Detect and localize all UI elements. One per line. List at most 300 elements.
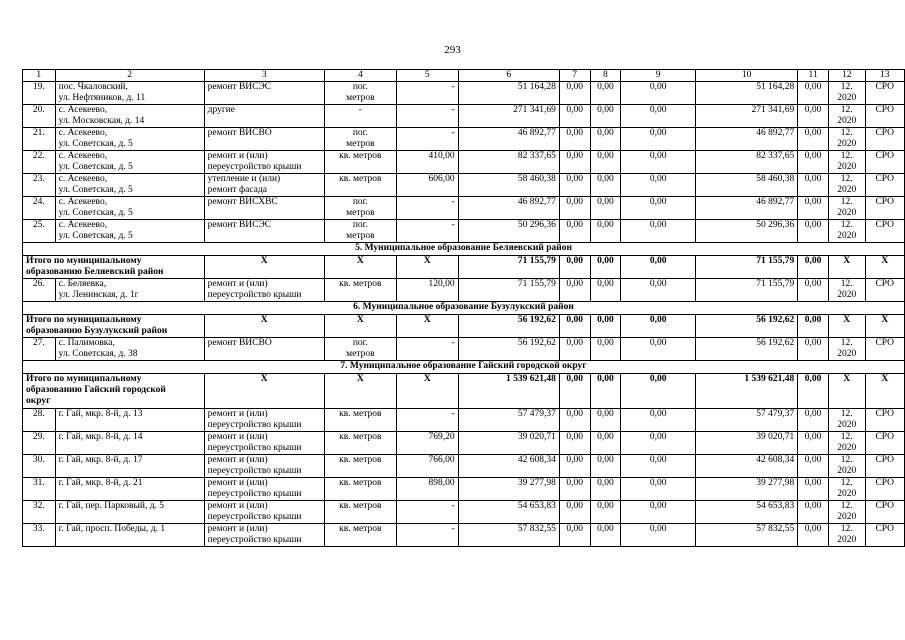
unit-cell <box>324 524 396 547</box>
work-type-cell <box>204 409 324 432</box>
method-cell: СРО <box>865 279 905 302</box>
cell-col7: 0,00 <box>559 128 590 151</box>
subtotal-label-line: округ <box>26 396 51 406</box>
work-type-cell-line: переустройство крыши <box>207 162 302 172</box>
address-cell-line: с. Асекеево, <box>58 105 108 115</box>
date-cell-line: 2020 <box>837 489 857 499</box>
work-type-cell-line: переустройство крыши <box>207 420 302 430</box>
cell-col11: 0,00 <box>798 338 829 361</box>
address-cell-line: ул. Советская, д. 5 <box>58 231 133 241</box>
cell-col9: 0,00 <box>621 174 696 197</box>
subtotal-label-line: Итого по муниципальному <box>26 256 142 266</box>
quantity-cell: 410,00 <box>396 151 458 174</box>
work-type-cell-line: ремонт и (или) <box>207 409 268 419</box>
cell-col9: 0,00 <box>621 197 696 220</box>
method-cell: СРО <box>865 501 905 524</box>
date-cell-line: 2020 <box>837 349 857 359</box>
cell-col10: 46 892,77 <box>696 128 798 151</box>
unit-cell-line: пог. <box>352 220 368 230</box>
date-cell <box>828 478 865 501</box>
column-number-11: 11 <box>798 70 829 82</box>
date-cell-line: 12. <box>840 501 853 511</box>
cell-col6: 46 892,77 <box>458 128 559 151</box>
cell-col10: 71 155,79 <box>696 256 798 279</box>
cell-col8: 0,00 <box>590 455 621 478</box>
unit-cell <box>324 338 396 361</box>
quantity-cell: - <box>396 501 458 524</box>
address-cell-line: с. Асекеево, <box>58 128 108 138</box>
date-cell-line: 12. <box>840 409 853 419</box>
cell-col7: 0,00 <box>559 105 590 128</box>
cell-col8: 0,00 <box>590 409 621 432</box>
table-row <box>23 105 905 128</box>
column-number-8: 8 <box>590 70 621 82</box>
cell-col7: 0,00 <box>559 220 590 243</box>
cell-col8: 0,00 <box>590 374 621 409</box>
table-row <box>23 409 905 432</box>
unit-cell <box>324 501 396 524</box>
cell-col10: 82 337,65 <box>696 151 798 174</box>
date-cell-line: 12. <box>840 338 853 348</box>
date-cell <box>828 105 865 128</box>
table-row <box>23 524 905 547</box>
cell-col11: 0,00 <box>798 174 829 197</box>
row-number: 29. <box>23 432 56 455</box>
cell-col11: 0,00 <box>798 501 829 524</box>
address-cell-line: ул. Советская, д. 5 <box>58 185 133 195</box>
work-type-cell-line: ремонт ВИСВО <box>207 338 272 348</box>
cell-col10: 57 832,55 <box>696 524 798 547</box>
cell-col10: 51 164,28 <box>696 82 798 105</box>
date-cell-line: 2020 <box>837 185 857 195</box>
date-cell-line: 2020 <box>837 466 857 476</box>
work-type-cell-line: ремонт фасада <box>207 185 267 195</box>
table-body <box>23 70 905 547</box>
subtotal-label-line: образованию Бузулукский район <box>26 326 168 336</box>
work-type-cell-line: переустройство крыши <box>207 466 302 476</box>
cell-col9: 0,00 <box>621 256 696 279</box>
unit-cell <box>324 409 396 432</box>
table-row <box>23 338 905 361</box>
unit-cell-line: метров <box>346 93 375 103</box>
column-number-row <box>23 70 905 82</box>
address-cell-line: с. Асекеево, <box>58 151 108 161</box>
work-type-cell-line: ремонт и (или) <box>207 151 268 161</box>
cell-col6: 54 653,83 <box>458 501 559 524</box>
table-row <box>23 279 905 302</box>
quantity-cell: 769,20 <box>396 432 458 455</box>
cell-col11: 0,00 <box>798 151 829 174</box>
address-cell-line: г. Гай, мкр. 8-й, д. 21 <box>58 478 143 488</box>
table-row <box>23 501 905 524</box>
cell-col13: Х <box>865 374 905 409</box>
cell-col10: 42 608,34 <box>696 455 798 478</box>
work-type-cell-line: ремонт и (или) <box>207 455 268 465</box>
date-cell <box>828 455 865 478</box>
address-cell <box>55 338 204 361</box>
unit-cell-line: кв. метров <box>339 279 382 289</box>
unit-cell <box>324 220 396 243</box>
cell-col8: 0,00 <box>590 105 621 128</box>
cell-col10: 58 460,38 <box>696 174 798 197</box>
address-cell <box>55 151 204 174</box>
subtotal-label <box>23 315 205 338</box>
table-row <box>23 220 905 243</box>
unit-cell-line: метров <box>346 139 375 149</box>
address-cell <box>55 220 204 243</box>
work-type-cell-line: ремонт и (или) <box>207 478 268 488</box>
unit-cell-line: пог. <box>352 82 368 92</box>
section-heading-row <box>23 361 905 374</box>
row-number: 26. <box>23 279 56 302</box>
work-type-cell <box>204 338 324 361</box>
work-type-cell-line: переустройство крыши <box>207 443 302 453</box>
work-type-cell-line: утепление и (или) <box>207 174 281 184</box>
date-cell-line: 12. <box>840 128 853 138</box>
method-cell: СРО <box>865 338 905 361</box>
cell-col10: 46 892,77 <box>696 197 798 220</box>
column-number-1: 1 <box>23 70 56 82</box>
address-cell <box>55 105 204 128</box>
row-number: 23. <box>23 174 56 197</box>
date-cell-line: 2020 <box>837 162 857 172</box>
cell-col6: 57 832,55 <box>458 524 559 547</box>
unit-cell <box>324 197 396 220</box>
address-cell <box>55 174 204 197</box>
row-number: 24. <box>23 197 56 220</box>
cell-col6: 82 337,65 <box>458 151 559 174</box>
method-cell: СРО <box>865 174 905 197</box>
date-cell-line: 2020 <box>837 93 857 103</box>
unit-cell-line: пог. <box>352 338 368 348</box>
method-cell: СРО <box>865 455 905 478</box>
quantity-cell: - <box>396 409 458 432</box>
date-cell-line: 12. <box>840 105 853 115</box>
cell-col9: 0,00 <box>621 220 696 243</box>
table-row <box>23 197 905 220</box>
unit-cell <box>324 455 396 478</box>
unit-cell <box>324 105 396 128</box>
cell-col8: 0,00 <box>590 315 621 338</box>
subtotal-row <box>23 374 905 409</box>
address-cell-line: с. Палимовка, <box>58 338 115 348</box>
cell-col6: 271 341,69 <box>458 105 559 128</box>
address-cell-line: г. Гай, мкр. 8-й, д. 14 <box>58 432 143 442</box>
work-type-cell-line: переустройство крыши <box>207 290 302 300</box>
date-cell-line: 12. <box>840 432 853 442</box>
method-cell: СРО <box>865 151 905 174</box>
cell-col5: Х <box>396 315 458 338</box>
address-cell-line: г. Гай, просп. Победы, д. 1 <box>58 524 166 534</box>
method-cell: СРО <box>865 478 905 501</box>
cell-col10: 39 277,98 <box>696 478 798 501</box>
quantity-cell: - <box>396 338 458 361</box>
method-cell: СРО <box>865 82 905 105</box>
unit-cell-line: пог. <box>352 197 368 207</box>
quantity-cell: - <box>396 128 458 151</box>
date-cell-line: 12. <box>840 279 853 289</box>
cell-col9: 0,00 <box>621 374 696 409</box>
cell-col8: 0,00 <box>590 174 621 197</box>
section-heading-row <box>23 243 905 256</box>
cell-col4: Х <box>324 315 396 338</box>
cell-col9: 0,00 <box>621 524 696 547</box>
work-type-cell-line: переустройство крыши <box>207 535 302 545</box>
column-number-3: 3 <box>204 70 324 82</box>
address-cell-line: ул. Советская, д. 5 <box>58 162 133 172</box>
column-number-12: 12 <box>828 70 865 82</box>
cell-col8: 0,00 <box>590 220 621 243</box>
cell-col9: 0,00 <box>621 478 696 501</box>
cell-col7: 0,00 <box>559 374 590 409</box>
work-type-cell-line: ремонт и (или) <box>207 501 268 511</box>
quantity-cell: - <box>396 524 458 547</box>
row-number: 31. <box>23 478 56 501</box>
unit-cell-line: пог. <box>352 128 368 138</box>
cell-col9: 0,00 <box>621 82 696 105</box>
row-number: 22. <box>23 151 56 174</box>
unit-cell <box>324 432 396 455</box>
date-cell <box>828 501 865 524</box>
unit-cell-line: кв. метров <box>339 409 382 419</box>
date-cell-line: 12. <box>840 524 853 534</box>
address-cell-line: ул. Нефтяников, д. 11 <box>58 93 146 103</box>
date-cell-line: 12. <box>840 82 853 92</box>
address-cell-line: ул. Советская, д. 38 <box>58 349 138 359</box>
row-number: 32. <box>23 501 56 524</box>
date-cell-line: 12. <box>840 478 853 488</box>
row-number: 21. <box>23 128 56 151</box>
subtotal-label-line: Итого по муниципальному <box>26 315 142 325</box>
work-type-cell-line: переустройство крыши <box>207 512 302 522</box>
cell-col7: 0,00 <box>559 338 590 361</box>
subtotal-label <box>23 374 205 409</box>
subtotal-label <box>23 256 205 279</box>
date-cell-line: 2020 <box>837 420 857 430</box>
work-type-cell <box>204 151 324 174</box>
work-type-cell-line: ремонт ВИСХВС <box>207 197 278 207</box>
capital-repair-table <box>22 69 905 547</box>
address-cell <box>55 409 204 432</box>
row-number: 19. <box>23 82 56 105</box>
row-number: 33. <box>23 524 56 547</box>
date-cell-line: 12. <box>840 455 853 465</box>
cell-col6: 71 155,79 <box>458 279 559 302</box>
cell-col10: 71 155,79 <box>696 279 798 302</box>
cell-col11: 0,00 <box>798 478 829 501</box>
cell-col12: Х <box>828 256 865 279</box>
row-number: 27. <box>23 338 56 361</box>
cell-col8: 0,00 <box>590 432 621 455</box>
cell-col6: 56 192,62 <box>458 338 559 361</box>
date-cell <box>828 409 865 432</box>
work-type-cell <box>204 501 324 524</box>
unit-cell <box>324 478 396 501</box>
work-type-cell-line: ремонт ВИСВО <box>207 128 272 138</box>
work-type-cell <box>204 478 324 501</box>
subtotal-label-line: образованию Гайский городской <box>26 385 166 395</box>
cell-col11: 0,00 <box>798 374 829 409</box>
method-cell: СРО <box>865 409 905 432</box>
work-type-cell-line: переустройство крыши <box>207 489 302 499</box>
cell-col11: 0,00 <box>798 315 829 338</box>
subtotal-row <box>23 256 905 279</box>
cell-col11: 0,00 <box>798 409 829 432</box>
cell-col7: 0,00 <box>559 455 590 478</box>
date-cell <box>828 220 865 243</box>
cell-col13: Х <box>865 315 905 338</box>
cell-col11: 0,00 <box>798 197 829 220</box>
cell-col5: Х <box>396 256 458 279</box>
work-type-cell-line: ремонт ВИСЭС <box>207 220 272 230</box>
cell-col6: 71 155,79 <box>458 256 559 279</box>
cell-col4: Х <box>324 374 396 409</box>
cell-col11: 0,00 <box>798 256 829 279</box>
cell-col7: 0,00 <box>559 174 590 197</box>
unit-cell-line: метров <box>346 208 375 218</box>
cell-col9: 0,00 <box>621 279 696 302</box>
work-type-cell <box>204 220 324 243</box>
work-type-cell <box>204 128 324 151</box>
unit-cell <box>324 82 396 105</box>
row-number: 25. <box>23 220 56 243</box>
method-cell: СРО <box>865 432 905 455</box>
cell-col8: 0,00 <box>590 151 621 174</box>
cell-col8: 0,00 <box>590 82 621 105</box>
cell-col6: 39 020,71 <box>458 432 559 455</box>
cell-col11: 0,00 <box>798 524 829 547</box>
date-cell <box>828 279 865 302</box>
cell-col13: Х <box>865 256 905 279</box>
address-cell-line: с. Асекеево, <box>58 197 108 207</box>
cell-col9: 0,00 <box>621 105 696 128</box>
address-cell <box>55 128 204 151</box>
date-cell-line: 12. <box>840 220 853 230</box>
cell-col6: 39 277,98 <box>458 478 559 501</box>
cell-col9: 0,00 <box>621 151 696 174</box>
row-number: 20. <box>23 105 56 128</box>
section-title: 6. Муниципальное образование Бузулукский район <box>23 302 905 315</box>
quantity-cell: 120,00 <box>396 279 458 302</box>
address-cell-line: ул. Советская, д. 5 <box>58 139 133 149</box>
column-number-10: 10 <box>696 70 798 82</box>
table-row <box>23 151 905 174</box>
cell-col11: 0,00 <box>798 220 829 243</box>
table-row <box>23 174 905 197</box>
cell-col9: 0,00 <box>621 338 696 361</box>
date-cell-line: 2020 <box>837 139 857 149</box>
cell-col10: 271 341,69 <box>696 105 798 128</box>
address-cell-line: пос. Чкаловский, <box>58 82 128 92</box>
cell-col7: 0,00 <box>559 501 590 524</box>
date-cell-line: 12. <box>840 174 853 184</box>
date-cell <box>828 432 865 455</box>
cell-col10: 56 192,62 <box>696 338 798 361</box>
cell-col11: 0,00 <box>798 455 829 478</box>
address-cell <box>55 197 204 220</box>
cell-col6: 56 192,62 <box>458 315 559 338</box>
page-number: 293 <box>444 44 461 56</box>
cell-col3: Х <box>204 315 324 338</box>
date-cell-line: 2020 <box>837 208 857 218</box>
subtotal-label-line: образованию Беляевский район <box>26 267 164 277</box>
quantity-cell: 766,00 <box>396 455 458 478</box>
table-row <box>23 478 905 501</box>
cell-col11: 0,00 <box>798 128 829 151</box>
address-cell-line: ул. Советская, д. 5 <box>58 208 133 218</box>
cell-col6: 51 164,28 <box>458 82 559 105</box>
cell-col3: Х <box>204 374 324 409</box>
address-cell-line: г. Гай, пер. Парковый, д. 5 <box>58 501 165 511</box>
unit-cell-line: кв. метров <box>339 174 382 184</box>
column-number-9: 9 <box>621 70 696 82</box>
table-row <box>23 82 905 105</box>
quantity-cell: - <box>396 105 458 128</box>
address-cell-line: с. Беляевка, <box>58 279 107 289</box>
cell-col7: 0,00 <box>559 524 590 547</box>
work-type-cell <box>204 455 324 478</box>
cell-col4: Х <box>324 256 396 279</box>
date-cell <box>828 82 865 105</box>
cell-col11: 0,00 <box>798 82 829 105</box>
cell-col9: 0,00 <box>621 432 696 455</box>
date-cell-line: 2020 <box>837 231 857 241</box>
address-cell <box>55 455 204 478</box>
cell-col10: 1 539 621,48 <box>696 374 798 409</box>
address-cell-line: с. Асекеево, <box>58 174 108 184</box>
unit-cell-line: кв. метров <box>339 524 382 534</box>
date-cell-line: 2020 <box>837 512 857 522</box>
date-cell <box>828 151 865 174</box>
column-number-5: 5 <box>396 70 458 82</box>
cell-col10: 50 296,36 <box>696 220 798 243</box>
address-cell <box>55 478 204 501</box>
work-type-cell-line: ремонт и (или) <box>207 524 268 534</box>
date-cell <box>828 128 865 151</box>
date-cell-line: 12. <box>840 197 853 207</box>
unit-cell-line: метров <box>346 349 375 359</box>
address-cell <box>55 279 204 302</box>
date-cell-line: 12. <box>840 151 853 161</box>
cell-col6: 57 479,37 <box>458 409 559 432</box>
address-cell <box>55 501 204 524</box>
cell-col12: Х <box>828 315 865 338</box>
cell-col11: 0,00 <box>798 105 829 128</box>
cell-col10: 39 020,71 <box>696 432 798 455</box>
date-cell <box>828 197 865 220</box>
cell-col12: Х <box>828 374 865 409</box>
cell-col8: 0,00 <box>590 128 621 151</box>
cell-col10: 56 192,62 <box>696 315 798 338</box>
work-type-cell <box>204 105 324 128</box>
method-cell: СРО <box>865 128 905 151</box>
unit-cell-line: кв. метров <box>339 432 382 442</box>
row-number: 30. <box>23 455 56 478</box>
cell-col7: 0,00 <box>559 197 590 220</box>
cell-col8: 0,00 <box>590 338 621 361</box>
address-cell <box>55 82 204 105</box>
cell-col6: 50 296,36 <box>458 220 559 243</box>
date-cell-line: 2020 <box>837 116 857 126</box>
quantity-cell: - <box>396 220 458 243</box>
cell-col5: Х <box>396 374 458 409</box>
cell-col9: 0,00 <box>621 315 696 338</box>
unit-cell <box>324 151 396 174</box>
quantity-cell: 606,00 <box>396 174 458 197</box>
unit-cell-line: кв. метров <box>339 501 382 511</box>
quantity-cell: 898,00 <box>396 478 458 501</box>
work-type-cell-line: ремонт и (или) <box>207 279 268 289</box>
